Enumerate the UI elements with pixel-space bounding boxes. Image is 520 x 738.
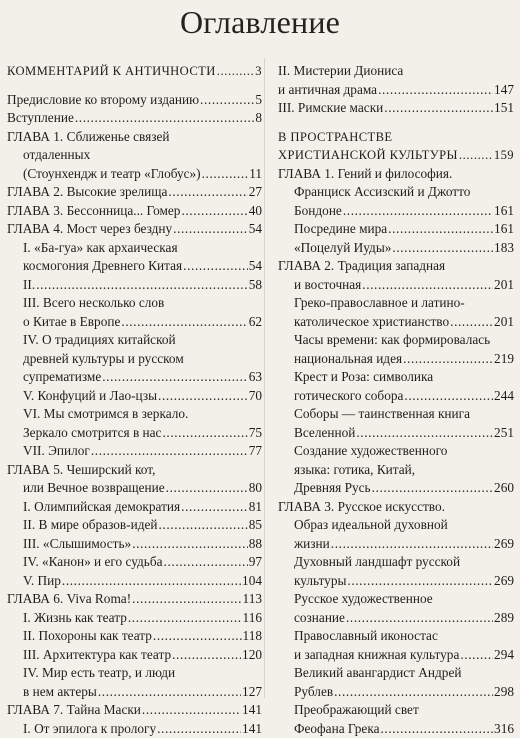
dot-leader — [181, 498, 248, 517]
toc-entry[interactable] — [7, 239, 262, 258]
toc-entry[interactable] — [7, 183, 262, 202]
dot-leader — [202, 165, 249, 184]
toc-entry[interactable] — [7, 220, 262, 239]
toc-entry-title: национальная идея — [294, 350, 402, 369]
toc-entry-title: ГЛАВА 1. Сближенье связей — [7, 128, 170, 147]
toc-entry[interactable] — [7, 535, 262, 554]
toc-entry[interactable] — [7, 461, 262, 480]
toc-entry[interactable] — [278, 405, 514, 424]
dot-leader — [200, 91, 254, 110]
toc-page-number: 118 — [243, 627, 262, 646]
toc-entry-title: III. Римские маски — [278, 99, 383, 118]
toc-entry-title: Создание художественного — [294, 442, 447, 461]
toc-entry[interactable] — [278, 498, 514, 517]
toc-entry-title: Великий авангардист Андрей — [294, 664, 461, 683]
toc-left-column — [7, 62, 262, 738]
toc-page-number: 201 — [494, 276, 514, 295]
dot-leader — [404, 387, 493, 406]
toc-entry-title: ГЛАВА 1. Гений и философия. — [278, 165, 452, 184]
dot-leader — [347, 572, 493, 591]
dot-leader — [91, 442, 248, 461]
toc-entry-title: III. «Слышимость» — [23, 535, 131, 554]
toc-entry-title: Часы времени: как формировалась — [294, 331, 490, 350]
toc-entry-title: I. Жизнь как театр — [23, 609, 127, 628]
dot-leader — [36, 276, 248, 295]
toc-entry[interactable] — [278, 257, 514, 276]
toc-page-number: 116 — [243, 609, 262, 628]
toc-entry[interactable] — [7, 368, 262, 387]
toc-entry-title: I. От эпилога к прологу — [23, 720, 156, 738]
toc-entry[interactable] — [278, 368, 514, 387]
toc-entry-title: супрематизме — [23, 368, 101, 387]
toc-entry[interactable] — [278, 553, 514, 572]
dot-leader — [403, 350, 493, 369]
toc-entry[interactable] — [7, 701, 262, 720]
toc-entry[interactable] — [7, 165, 262, 184]
toc-page-number: 63 — [249, 368, 262, 387]
toc-entry[interactable] — [7, 424, 262, 443]
toc-entry-title: Феофана Грека — [294, 720, 379, 738]
toc-entry-title: Образ идеальной духовной — [294, 516, 448, 535]
toc-entry-title: Духовный ландшафт русской — [294, 553, 460, 572]
dot-leader — [331, 535, 493, 554]
dot-leader — [164, 553, 248, 572]
toc-entry-title: сознание — [294, 609, 345, 628]
toc-entry-title: II. Мистерии Диониса — [278, 62, 403, 81]
dot-leader — [162, 424, 247, 443]
toc-page-number: 159 — [494, 146, 514, 165]
toc-section-heading[interactable] — [7, 62, 262, 81]
toc-entry-title: Вступление — [7, 109, 74, 128]
dot-leader — [372, 479, 493, 498]
dot-leader — [153, 627, 242, 646]
dot-leader — [157, 720, 241, 738]
toc-entry[interactable] — [278, 276, 514, 295]
toc-entry-title: III. Всего несколько слов — [23, 294, 164, 313]
toc-entry-title: и западная книжная культура — [294, 646, 459, 665]
toc-entry-title: «Поцелуй Иуды» — [294, 239, 391, 258]
toc-entry[interactable] — [7, 498, 262, 517]
toc-page-number: 70 — [249, 387, 262, 406]
toc-section-heading[interactable] — [278, 146, 514, 165]
toc-page-number: 151 — [494, 99, 514, 118]
toc-entry-title: о Китае в Европе — [23, 313, 120, 332]
dot-leader — [98, 683, 241, 702]
dot-leader — [356, 424, 493, 443]
toc-entry[interactable] — [278, 461, 514, 480]
dot-leader — [121, 313, 247, 332]
dot-leader — [158, 387, 248, 406]
toc-entry-title: VI. Мы смотримся в зеркало. — [23, 405, 188, 424]
toc-entry-title: ГЛАВА 2. Традиция западная — [278, 257, 445, 276]
dot-leader — [459, 146, 493, 165]
dot-leader — [159, 516, 248, 535]
toc-entry-title: Зеркало смотрится в нас — [23, 424, 161, 443]
dot-leader — [378, 81, 493, 100]
toc-entry[interactable] — [7, 331, 262, 350]
dot-leader — [102, 368, 247, 387]
dot-leader — [460, 646, 493, 665]
toc-entry[interactable] — [278, 664, 514, 683]
toc-entry[interactable] — [7, 350, 262, 369]
toc-page-number: 161 — [494, 220, 514, 239]
toc-page-number: 75 — [249, 424, 262, 443]
toc-page-number: 269 — [494, 572, 514, 591]
toc-entry-title: IV. О традициях китайской — [23, 331, 176, 350]
toc-entry[interactable] — [7, 257, 262, 276]
dot-leader — [132, 535, 248, 554]
toc-entry[interactable] — [7, 516, 262, 535]
toc-entry[interactable] — [7, 646, 262, 665]
toc-entry[interactable] — [7, 128, 262, 147]
toc-entry-title: ГЛАВА 7. Тайна Маски — [7, 701, 141, 720]
toc-entry-title: Франциск Ассизский и Джотто — [294, 183, 470, 202]
toc-entry[interactable] — [278, 220, 514, 239]
toc-page-number: 88 — [249, 535, 262, 554]
toc-entry[interactable] — [278, 62, 514, 81]
dot-leader — [334, 683, 493, 702]
toc-entry-title: или Вечное возвращение — [23, 479, 165, 498]
toc-entry[interactable] — [278, 627, 514, 646]
toc-page-number: 8 — [255, 109, 262, 128]
toc-entry[interactable] — [7, 479, 262, 498]
toc-entry-title: I. Олимпийская демократия — [23, 498, 180, 517]
toc-entry[interactable] — [7, 146, 262, 165]
toc-page-number: 54 — [249, 257, 262, 276]
toc-entry-title: ГЛАВА 4. Мост через бездну — [7, 220, 172, 239]
toc-entry[interactable] — [278, 165, 514, 184]
dot-leader — [168, 183, 247, 202]
toc-entry[interactable] — [278, 479, 514, 498]
dot-leader — [183, 257, 248, 276]
toc-entry[interactable] — [278, 239, 514, 258]
column-divider — [264, 58, 265, 698]
toc-entry[interactable] — [278, 424, 514, 443]
toc-page-number: 120 — [242, 646, 262, 665]
toc-page-number: 58 — [249, 276, 262, 295]
toc-entry-title: II. — [23, 276, 35, 295]
toc-page-number: 40 — [249, 202, 262, 221]
dot-leader — [343, 202, 493, 221]
toc-entry-title: католическое христианство — [294, 313, 449, 332]
toc-entry-title: Соборы — таинственная книга — [294, 405, 470, 424]
toc-entry[interactable] — [7, 664, 262, 683]
toc-entry-title: V. Пир — [23, 572, 61, 591]
dot-leader — [142, 701, 241, 720]
toc-entry-title: культуры — [294, 572, 346, 591]
toc-page-number: 147 — [494, 81, 514, 100]
toc-entry[interactable] — [7, 294, 262, 313]
dot-leader — [392, 239, 493, 258]
toc-entry-title: КОММЕНТАРИЙ К АНТИЧНОСТИ — [7, 62, 216, 81]
toc-entry[interactable] — [278, 535, 514, 554]
toc-entry[interactable] — [278, 590, 514, 609]
toc-entry-title: III. Архитектура как театр — [23, 646, 171, 665]
toc-page-number: 219 — [494, 350, 514, 369]
toc-page-number: 269 — [494, 535, 514, 554]
toc-entry-title: ГЛАВА 2. Высокие зрелища — [7, 183, 167, 202]
toc-entry[interactable] — [278, 387, 514, 406]
toc-entry-title: IV. «Канон» и его судьба — [23, 553, 163, 572]
toc-entry-title: и восточная — [294, 276, 361, 295]
toc-entry-title: жизни — [294, 535, 330, 554]
page-title: Оглавление — [0, 2, 520, 42]
toc-entry-title: Русское художественное — [294, 590, 433, 609]
toc-entry-title: языка: готика, Китай, — [294, 461, 415, 480]
toc-entry-title: Греко-православное и латино- — [294, 294, 465, 313]
dot-leader — [450, 313, 493, 332]
dot-leader — [62, 572, 241, 591]
toc-page-number: 85 — [249, 516, 262, 535]
toc-entry[interactable] — [7, 627, 262, 646]
toc-entry[interactable] — [278, 609, 514, 628]
toc-entry[interactable] — [278, 442, 514, 461]
toc-entry-title: ХРИСТИАНСКОЙ КУЛЬТУРЫ — [278, 146, 458, 165]
toc-entry-title: Бондоне — [294, 202, 342, 221]
toc-entry[interactable] — [7, 313, 262, 332]
toc-page-number: 77 — [249, 442, 262, 461]
dot-leader — [132, 590, 241, 609]
toc-entry-title: ГЛАВА 3. Бессонница... Гомер — [7, 202, 180, 221]
dot-leader — [217, 62, 255, 81]
toc-entry[interactable] — [278, 99, 514, 118]
toc-page-number: 289 — [494, 609, 514, 628]
toc-entry-title: Преображающий свет — [294, 701, 419, 720]
toc-entry[interactable] — [278, 701, 514, 720]
toc-page-number: 97 — [249, 553, 262, 572]
toc-entry-title: (Стоунхендж и театр «Глобус») — [23, 165, 201, 184]
dot-leader — [166, 479, 248, 498]
toc-entry-title: IV. Мир есть театр, и люди — [23, 664, 175, 683]
dot-leader — [172, 646, 241, 665]
dot-leader — [380, 720, 493, 738]
toc-entry[interactable] — [7, 553, 262, 572]
toc-entry-title: Православный иконостас — [294, 627, 438, 646]
toc-page-number: 316 — [494, 720, 514, 738]
toc-page-number: 141 — [242, 701, 262, 720]
toc-entry[interactable] — [7, 109, 262, 128]
toc-section-heading[interactable] — [278, 128, 514, 147]
toc-entry[interactable] — [7, 572, 262, 591]
toc-entry-title: VII. Эпилог — [23, 442, 90, 461]
dot-leader — [384, 99, 493, 118]
toc-entry[interactable] — [7, 442, 262, 461]
toc-entry-title: космогония Древнего Китая — [23, 257, 182, 276]
toc-page-number: 260 — [494, 479, 514, 498]
section-gap — [7, 81, 262, 91]
dot-leader — [128, 609, 242, 628]
toc-entry-title: II. Похороны как театр — [23, 627, 152, 646]
toc-entry[interactable] — [7, 276, 262, 295]
toc-entry[interactable] — [7, 405, 262, 424]
toc-entry-title: Посредине мира — [294, 220, 387, 239]
toc-page-number: 294 — [494, 646, 514, 665]
toc-entry[interactable] — [278, 202, 514, 221]
toc-entry[interactable] — [278, 646, 514, 665]
toc-entry-title: В ПРОСТРАНСТВЕ — [278, 128, 393, 147]
toc-entry-title: готического собора — [294, 387, 403, 406]
toc-entry[interactable] — [278, 313, 514, 332]
toc-entry[interactable] — [278, 331, 514, 350]
toc-entry[interactable] — [278, 183, 514, 202]
toc-page-number: 127 — [242, 683, 262, 702]
toc-entry-title: в нем актеры — [23, 683, 97, 702]
toc-entry[interactable] — [278, 350, 514, 369]
toc-page-number: 81 — [249, 498, 262, 517]
toc-page-number: 251 — [494, 424, 514, 443]
toc-entry-title: Крест и Роза: символика — [294, 368, 433, 387]
toc-page-number: 5 — [255, 91, 262, 110]
toc-entry-title: V. Конфуций и Лао-цзы — [23, 387, 157, 406]
toc-page-number: 183 — [494, 239, 514, 258]
dot-leader — [181, 202, 247, 221]
toc-entry[interactable] — [278, 516, 514, 535]
toc-entry[interactable] — [278, 81, 514, 100]
toc-entry-title: древней культуры и русском — [23, 350, 184, 369]
toc-entry-title: ГЛАВА 6. Viva Roma! — [7, 590, 131, 609]
toc-entry[interactable] — [278, 683, 514, 702]
toc-entry-title: I. «Ба-гуа» как архаическая — [23, 239, 178, 258]
toc-entry-title: Древняя Русь — [294, 479, 371, 498]
toc-page-number: 161 — [494, 202, 514, 221]
toc-entry[interactable] — [7, 590, 262, 609]
section-gap — [278, 118, 514, 128]
toc-entry[interactable] — [7, 202, 262, 221]
toc-entry[interactable] — [7, 91, 262, 110]
toc-page-number: 113 — [243, 590, 262, 609]
toc-entry[interactable] — [7, 387, 262, 406]
dot-leader — [388, 220, 493, 239]
dot-leader — [362, 276, 493, 295]
dot-leader — [346, 609, 493, 628]
toc-entry[interactable] — [7, 720, 262, 738]
toc-right-column — [278, 62, 514, 738]
toc-page-number: 298 — [494, 683, 514, 702]
toc-page-number: 62 — [249, 313, 262, 332]
toc-page-number: 141 — [242, 720, 262, 738]
toc-page-number: 3 — [255, 62, 262, 81]
toc-entry[interactable] — [278, 720, 514, 738]
toc-entry[interactable] — [7, 609, 262, 628]
toc-entry-title: и античная драма — [278, 81, 377, 100]
toc-page-number: 104 — [242, 572, 262, 591]
toc-entry-title: II. В мире образов-идей — [23, 516, 158, 535]
toc-entry-title: Рублев — [294, 683, 333, 702]
toc-entry[interactable] — [278, 294, 514, 313]
toc-entry[interactable] — [278, 572, 514, 591]
toc-page-number: 54 — [249, 220, 262, 239]
toc-entry-title: ГЛАВА 5. Чеширский кот, — [7, 461, 155, 480]
toc-page-number: 244 — [494, 387, 514, 406]
dot-leader — [173, 220, 248, 239]
toc-entry-title: отдаленных — [23, 146, 90, 165]
toc-entry[interactable] — [7, 683, 262, 702]
toc-page-number: 201 — [494, 313, 514, 332]
toc-page-number: 80 — [249, 479, 262, 498]
toc-page-number: 11 — [249, 165, 262, 184]
dot-leader — [75, 109, 255, 128]
toc-page-number: 27 — [249, 183, 262, 202]
toc-entry-title: ГЛАВА 3. Русское искусство. — [278, 498, 445, 517]
toc-entry-title: Вселенной — [294, 424, 355, 443]
toc-entry-title: Предисловие ко второму изданию — [7, 91, 199, 110]
